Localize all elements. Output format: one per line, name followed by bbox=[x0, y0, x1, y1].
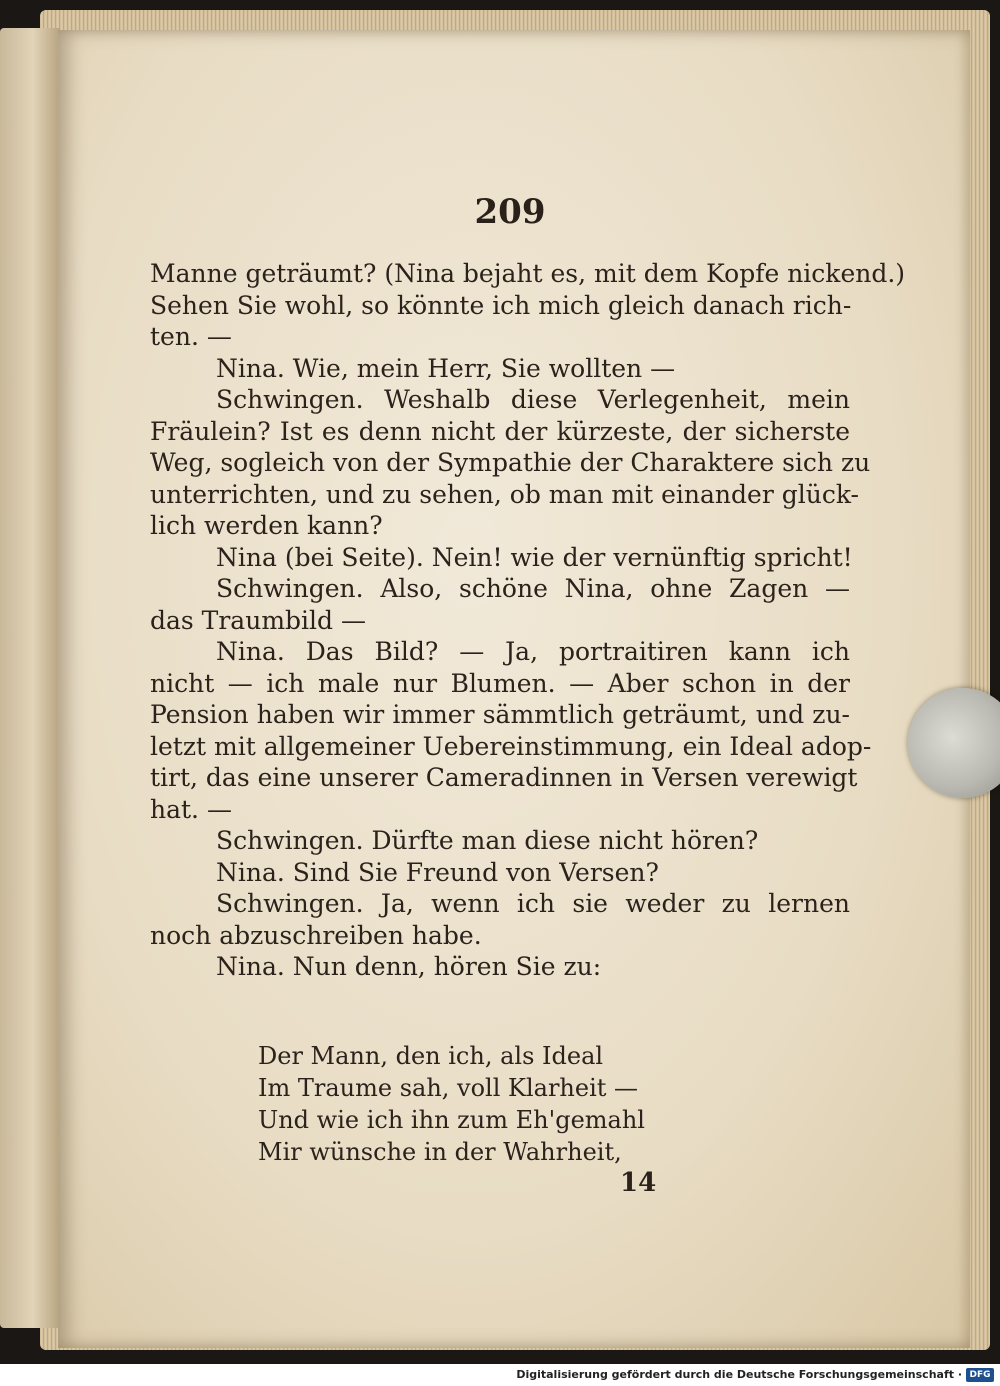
text-line: Schwingen. Weshalb diese Verlegenheit, mein bbox=[216, 385, 850, 414]
verse-line: Mir wünsche in der Wahrheit, bbox=[258, 1138, 622, 1166]
text-line: das Traumbild — bbox=[150, 605, 366, 635]
footer-credit: Digitalisierung gefördert durch die Deutsche Forschungsgemeinschaft · bbox=[516, 1368, 962, 1381]
text-line: Sehen Sie wohl, so könnte ich mich gleich danach rich- bbox=[150, 290, 852, 320]
text-line: ten. — bbox=[150, 322, 232, 351]
text-line: Nina. Sind Sie Freund von Versen? bbox=[216, 857, 659, 887]
signature-mark: 14 bbox=[620, 1168, 657, 1198]
text-line: Nina. Das Bild? — Ja, portraitiren kann ich bbox=[216, 637, 850, 666]
text-line: Nina. Nun denn, hören Sie zu: bbox=[216, 952, 602, 981]
text-line: noch abzuschreiben habe. bbox=[150, 920, 482, 950]
text-line: tirt, das eine unserer Cameradinnen in Versen verewigt bbox=[150, 763, 858, 792]
text-line: hat. — bbox=[150, 794, 232, 824]
text-line: unterrichten, und zu sehen, ob man mit einander glück- bbox=[150, 479, 859, 509]
text-line: Manne geträumt? (Nina bejaht es, mit dem Kopfe nickend.) bbox=[150, 259, 906, 288]
text-line: Weg, sogleich von der Sympathie der Charaktere sich zu bbox=[150, 448, 871, 477]
page-number: 209 bbox=[474, 192, 546, 232]
text-line: nicht — ich male nur Blumen. — Aber schon in der bbox=[150, 668, 850, 698]
text-line: Fräulein? Ist es denn nicht der kürzeste, der sicherste bbox=[150, 416, 850, 446]
text-line: Nina (bei Seite). Nein! wie der vernünftig spricht! bbox=[216, 542, 853, 572]
text-line: Pension haben wir immer sämmtlich geträumt, und zu- bbox=[150, 700, 850, 729]
verse-line: Und wie ich ihn zum Eh'gemahl bbox=[258, 1106, 645, 1134]
dfg-logo-icon: DFG bbox=[966, 1368, 994, 1382]
text-line: lich werden kann? bbox=[150, 511, 383, 540]
verse-line: Der Mann, den ich, als Ideal bbox=[258, 1042, 604, 1070]
text-line: Schwingen. Dürfte man diese nicht hören? bbox=[216, 826, 759, 855]
text-line: letzt mit allgemeiner Uebereinstimmung, ein Ideal adop- bbox=[150, 731, 872, 761]
verse-block bbox=[258, 1040, 678, 1168]
text-line: Schwingen. Also, schöne Nina, ohne Zagen — bbox=[216, 574, 850, 603]
verse-line: Im Traume sah, voll Klarheit — bbox=[258, 1074, 639, 1102]
digitization-footer bbox=[0, 1364, 1000, 1386]
text-line: Schwingen. Ja, wenn ich sie weder zu lernen bbox=[216, 889, 850, 918]
text-line: Nina. Wie, mein Herr, Sie wollten — bbox=[216, 353, 676, 383]
body-text bbox=[150, 258, 906, 983]
